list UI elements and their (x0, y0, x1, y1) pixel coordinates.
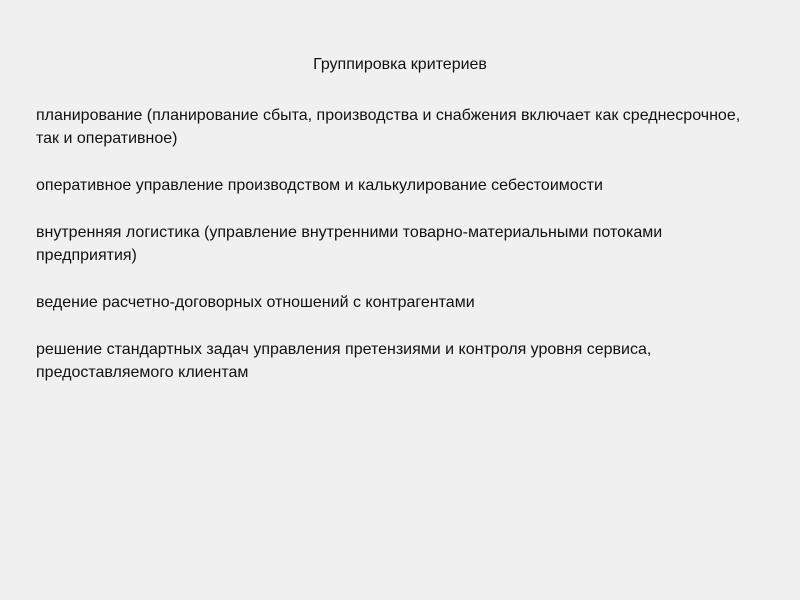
criteria-item-claims-service: решение стандартных задач управления претензиями и контроля уровня сервиса, предоставляемого клиентам (36, 341, 652, 381)
criteria-item-internal-logistics: внутренняя логистика (управление внутренними товарно-материальными потоками предприятия) (36, 224, 663, 264)
criteria-item-operational-management: оперативное управление производством и калькулирование себестоимости (36, 177, 603, 194)
criteria-item-contract-relations: ведение расчетно-договорных отношений с контрагентами (36, 294, 475, 311)
slide-title: Группировка критериев (313, 56, 487, 73)
criteria-item-planning: планирование (планирование сбыта, производства и снабжения включает как среднесрочное, так и оперативное) (36, 107, 741, 147)
criteria-list (36, 104, 766, 408)
